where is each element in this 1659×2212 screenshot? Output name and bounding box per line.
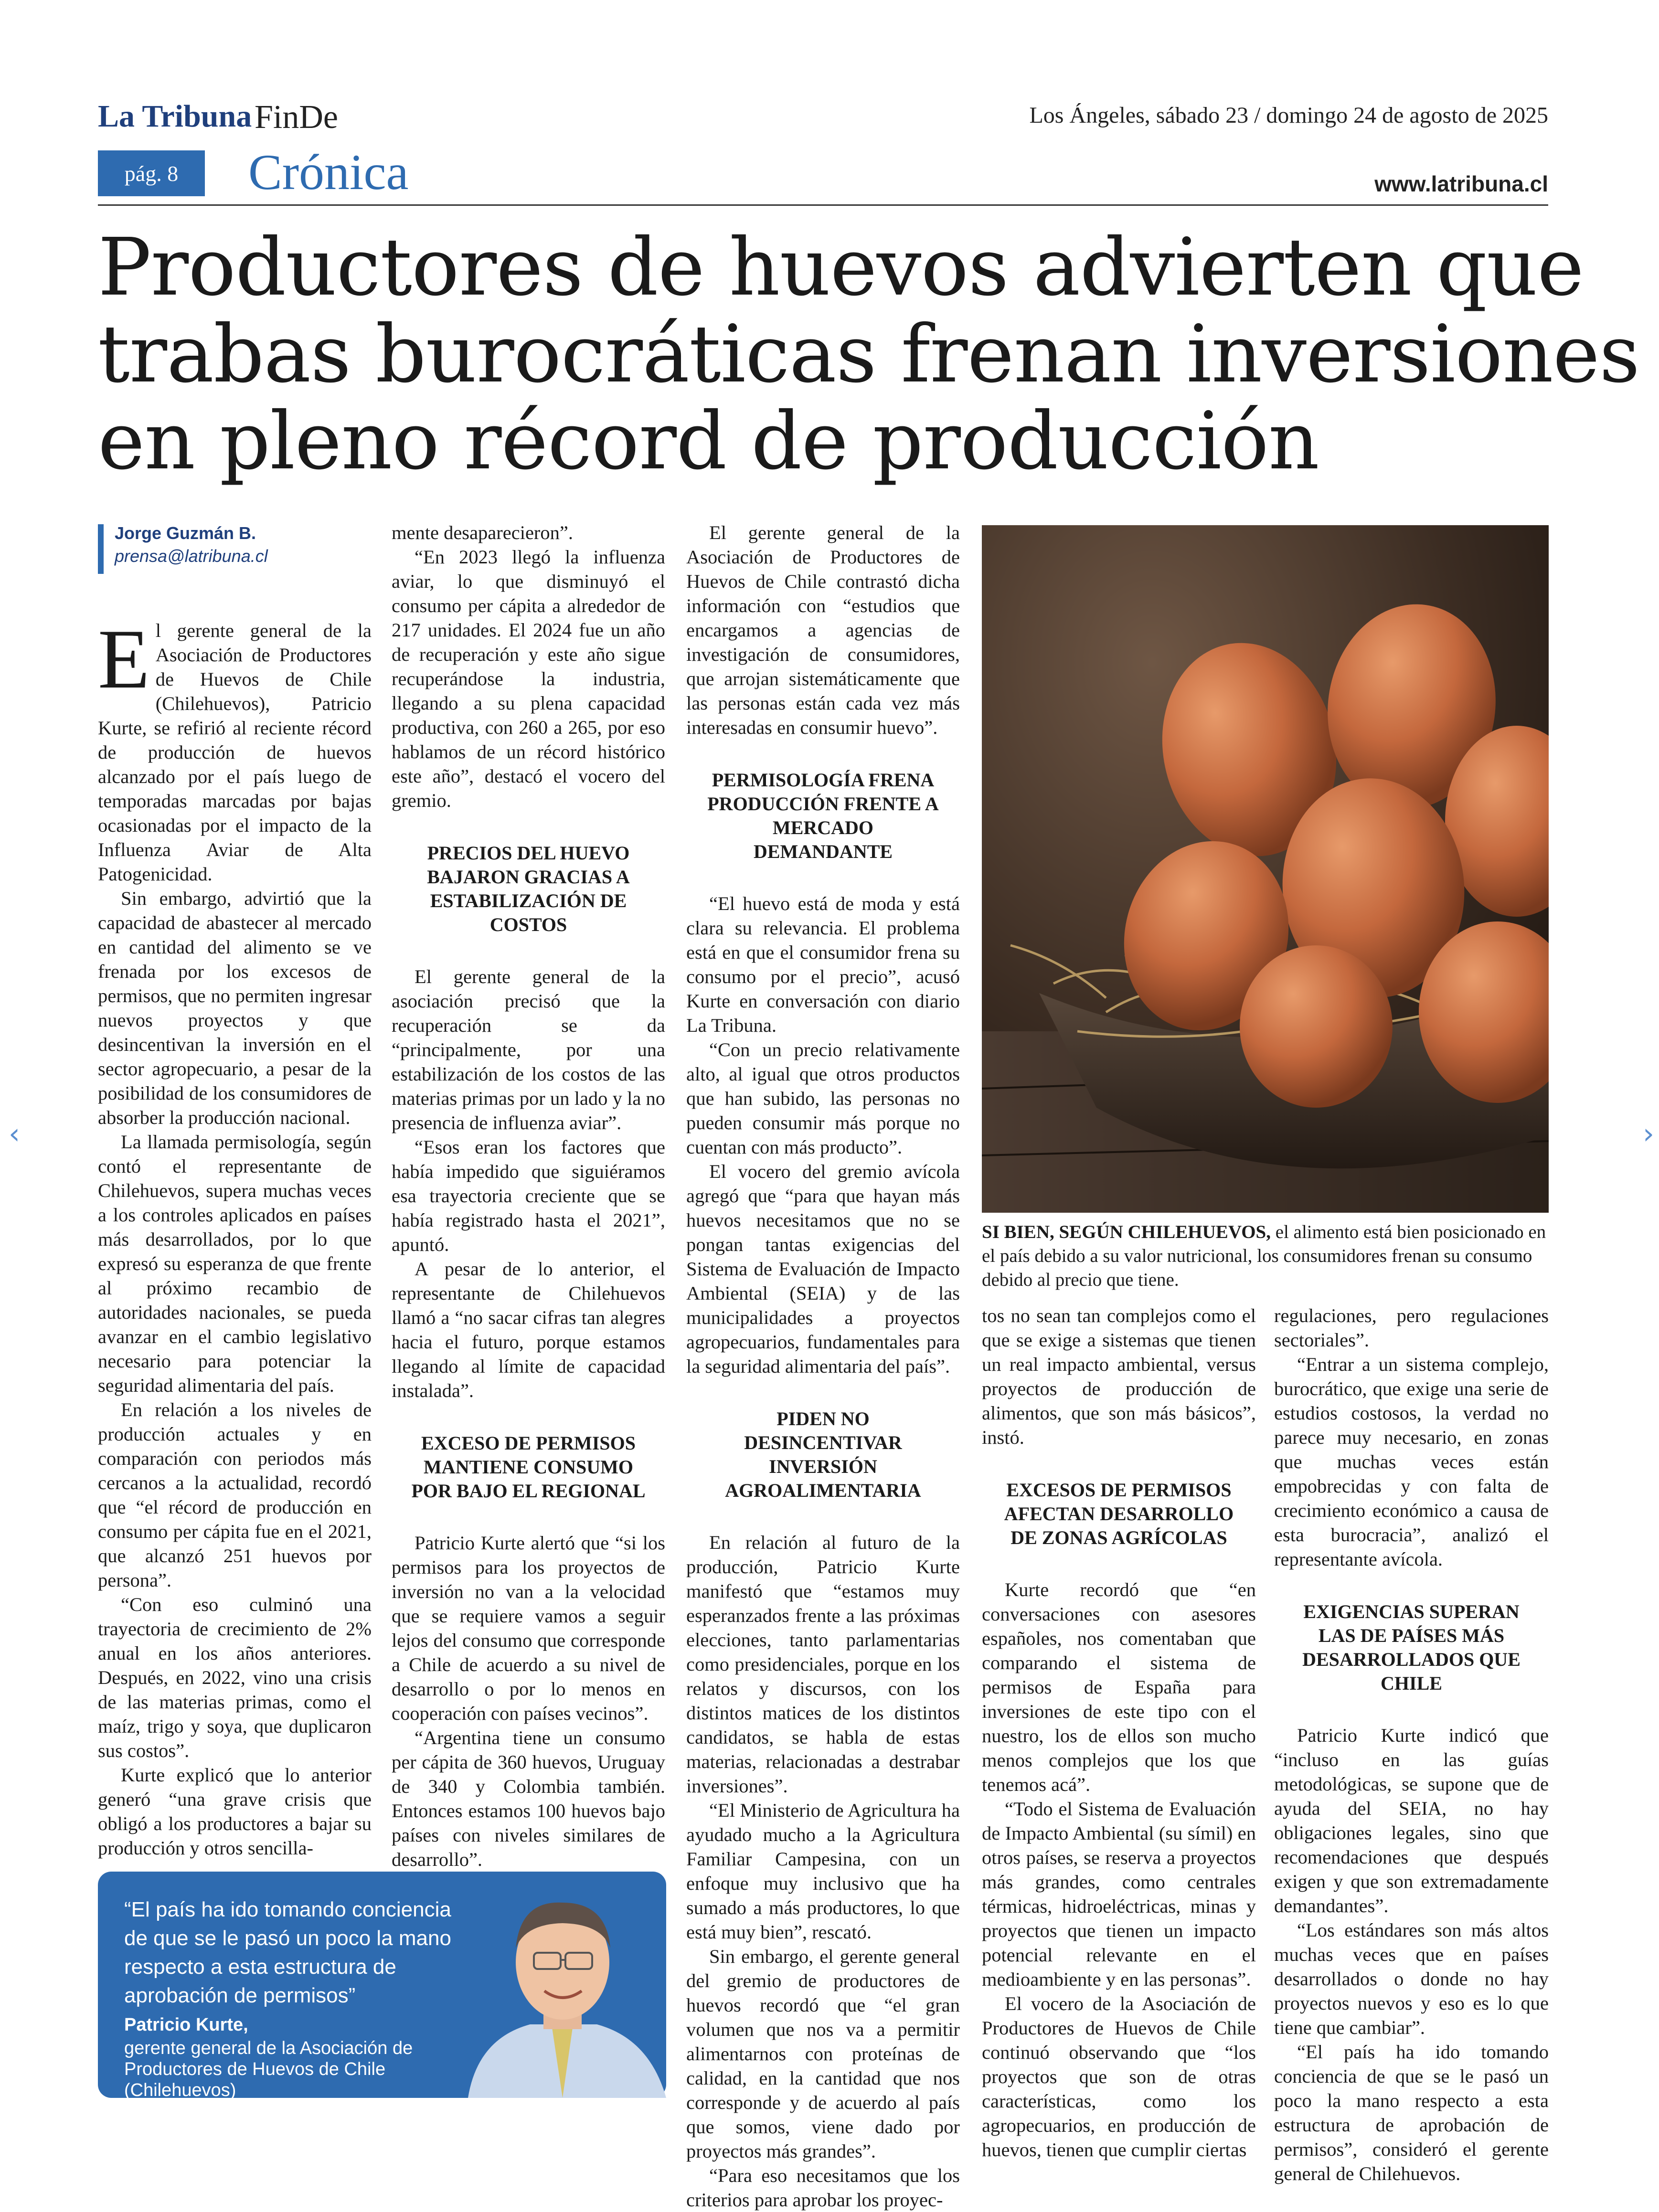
paragraph: “Los estándares son más altos muchas veces que en países desarrollados o donde no hay proyectos nuevos y eso es lo que tiene que cambiar”. [1274,1919,1549,2038]
paragraph: “En 2023 llegó la influenza aviar, lo que disminuyó el consumo per cápita a alrededor de 217 unidades. El 2024 fue un año de recuperación y este año sigue recuperándose la industria, llegando a su plena capacidad productiva, con 260 a 265, por eso hablamos de un récord histórico este año”, destacó el vocero del gremio. [392,546,665,811]
eggs-in-bowl-photo [982,525,1549,1213]
prev-page-chevron-icon[interactable]: ‹ [9,1117,20,1151]
paragraph: “Con eso culminó una trayectoria de crecimiento de 2% anual en los años anteriores. Después, en 2022, vino una crisis de las materias primas, como el maíz, trigo y soya, que duplicaron sus costos”. [98,1594,372,1761]
subheading: PRECIOS DEL HUEVO BAJARON GRACIAS A ESTABILIZACIÓN DE COSTOS [427,842,630,935]
photo-caption [982,1220,1549,1292]
paragraph: Patricio Kurte alertó que “si los permisos para los proyectos de inversión no van a la velocidad que se requiere vamos a seguir lejos del consumo que corresponde a Chile de acuerdo a su nivel de desarrollo o por lo menos en cooperación con países vecinos”. [392,1532,665,1724]
paragraph: regulaciones, pero regulaciones sectoriales”. [1274,1305,1549,1351]
page-number-badge: pág. 8 [98,150,205,196]
paragraph: “El Ministerio de Agricultura ha ayudado mucho a la Agricultura Familiar Campesina, con un enfoque muy inclusivo que ha sumado a más productores, lo que está muy bien”, rescató. [686,1799,960,1943]
subheading: PERMISOLOGÍA FRENA PRODUCCIÓN FRENTE A MERCADO DEMANDANTE [707,769,939,862]
masthead-date: Los Ángeles, sábado 23 / domingo 24 de agosto de 2025 [1029,103,1548,128]
paragraph: tos no sean tan complejos como el que se exige a sistemas que tienen un real impacto ambiental, versus proyectos de producción de alimentos, que son más básicos”, instó. [982,1305,1256,1448]
headline-line-1: Productores de huevos advierten que [98,222,1584,314]
paragraph: Sin embargo, advirtió que la capacidad de abastecer al mercado en cantidad del alimento se ve frenada por los excesos de permisos, que no permiten ingresar nuevos proyectos y que desincentivan la inversión en el sector agropecuario, a pesar de la posibilidad de los consumidores de absorber la producción nacional. [98,888,372,1128]
portrait-photo [458,1881,666,2098]
paragraph: El gerente general de la Asociación de Productores de Huevos de Chile contrastó dicha información con “estudios que encargamos a agencias de investigación de consumidores, que arrojan sistemáticamente que las personas están cada vez más interesadas en consumir huevo”. [686,522,960,738]
caption-lead: SI BIEN, SEGÚN CHILEHUEVOS, [982,1222,1271,1242]
person-portrait-illustration [458,1881,666,2098]
paragraph: “Con un precio relativamente alto, al igual que otros productos que han subido, las personas no pueden consumir más porque no cuentan con más producto”. [686,1039,960,1158]
article-column-3 [686,520,960,2212]
subheading: PIDEN NO DESINCENTIVAR INVERSIÓN AGROALIMENTARIA [725,1408,921,1501]
article-column-1 [98,612,372,1860]
byline-email[interactable]: prensa@latribuna.cl [115,546,268,566]
masthead-brand: La Tribuna [98,99,252,134]
pull-quote-role: gerente general de la Asociación de Productores de Huevos de Chile (Chilehuevos) [124,2038,413,2100]
masthead-divider [98,204,1548,206]
paragraph: El vocero de la Asociación de Productores de Huevos de Chile continuó observando que “los proyectos que son de otras características, como los agropecuarios, en producción de huevos, tienen que cumplir ciertas [982,1993,1256,2160]
paragraph: En relación al futuro de la producción, Patricio Kurte manifestó que “estamos muy esperanzados frente a las próximas elecciones, tanto parlamentarias como presidenciales, porque en los relatos y discursos, con los distintos matices de los distintos candidatos, se habla de estas materias, relacionadas a destrabar inversiones”. [686,1532,960,1797]
website-link[interactable]: www.latribuna.cl [1374,171,1548,196]
caption-text: el alimento está bien posicionado en el país debido a su valor nutricional, los consumidores frenan su consumo debido al precio que tiene. [982,1222,1546,1290]
paragraph: El gerente general de la asociación precisó que la recuperación se da “principalmente, por una estabilización de los costos de las materias primas por un lado y la no presencia de influenza aviar”. [392,966,665,1133]
paragraph: “Argentina tiene un consumo per cápita de 360 huevos, Uruguay de 340 y Colombia también. Entonces estamos 100 huevos bajo países con niveles similares de desarrollo”. [392,1727,665,1870]
article-column-5 [1274,1303,1549,2186]
paragraph: Kurte recordó que “en conversaciones con asesores españoles, nos comentaban que comparando el sistema de permisos de España para inversiones de este tipo con el nuestro, los de ellos son mucho menos complejos que los que tenemos acá”. [982,1579,1256,1795]
byline-accent-bar [98,524,104,574]
paragraph: “El país ha ido tomando conciencia de que se le pasó un poco la mano respecto a esta estructura de aprobación de permisos”, consideró el gerente general de Chilehuevos. [1274,2041,1549,2184]
paragraph: “Esos eran los factores que había impedido que siguiéramos esa trayectoria creciente que se había registrado hasta el 2021”, apuntó. [392,1136,665,1255]
drop-cap: E [98,612,150,706]
eggs-illustration [982,525,1549,1213]
paragraph: Kurte explicó que lo anterior generó “una grave crisis que obligó a los productores a bajar su producción y otros sencilla- [98,1764,372,1859]
pull-quote-text: “El país ha ido tomando conciencia de que se le pasó un poco la mano respecto a esta estructura de aprobación de permisos” [124,1898,451,2007]
subheading: EXCESOS DE PERMISOS AFECTAN DESARROLLO DE ZONAS AGRÍCOLAS [1004,1479,1234,1548]
paragraph: La llamada permisología, según contó el representante de Chilehuevos, supera muchas veces a los controles aplicados en países más desarrollados, por lo que expresó su esperanza de que frente al próximo recambio de autoridades nacionales, se pueda avanzar en el cambio legislativo necesario para potenciar la seguridad alimentaria del país. [98,1131,372,1396]
headline-line-3: en pleno récord de producción [98,395,1319,487]
byline-author: Jorge Guzmán B. [115,523,256,543]
paragraph: “Para eso necesitamos que los criterios para aprobar los proyec- [686,2165,960,2211]
paragraph: A pesar de lo anterior, el representante de Chilehuevos llamó a “no sacar cifras tan alegres hacia el futuro, porque estamos llegando al límite de capacidad instalada”. [392,1258,665,1401]
paragraph: El vocero del gremio avícola agregó que “para que hayan más huevos necesitamos que no se pongan tantas exigencias del Sistema de Evaluación de Impacto Ambiental (SEIA) y de las municipalidades a proyectos agropecuarios, fundamentales para la seguridad alimentaria del país”. [686,1161,960,1377]
section-title: Crónica [248,144,409,200]
paragraph: El gerente general de la Asociación de Productores de Huevos de Chile (Chilehuevos), Patricio Kurte, se refirió al reciente récord de producción de huevos alcanzado por el país luego de temporadas marcadas por bajas ocasionadas por el impacto de la Influenza Aviar de Alta Patogenicidad. [98,612,372,885]
paragraph: “Todo el Sistema de Evaluación de Impacto Ambiental (su símil) en otros países, se reserva a proyectos más grandes, como centrales térmicas, hidroeléctricas, minas y proyectos que tienen un impacto potencial relevante en el medioambiente y en las personas”. [982,1798,1256,1990]
article-headline [98,222,1640,487]
next-page-chevron-icon[interactable]: › [1643,1117,1654,1151]
subheading: EXIGENCIAS SUPERAN LAS DE PAÍSES MÁS DESARROLLADOS QUE CHILE [1302,1601,1521,1694]
paragraph: “El huevo está de moda y está clara su relevancia. El problema está en que el consumidor frena su consumo por el precio”, acusó Kurte en conversación con diario La Tribuna. [686,893,960,1036]
article-column-4 [982,1303,1256,2162]
paragraph: En relación a los niveles de producción actuales y en comparación con periodos más cercanos a la actualidad, recordó que “el récord de producción en consumo per cápita fue en el 2021, que alcanzó 251 huevos por persona”. [98,1399,372,1591]
pull-quote-name: Patricio Kurte, [124,2015,248,2035]
paragraph: “Entrar a un sistema complejo, burocrático, que exige una serie de estudios costosos, la verdad no parece muy necesario, en zonas que muchas veces están empobrecidas y con falta de crecimiento económico a causa de esta burocracia”, analizó el representante avícola. [1274,1354,1549,1570]
masthead-edition: FinDe [255,99,338,136]
subheading: EXCESO DE PERMISOS MANTIENE CONSUMO POR BAJO EL REGIONAL [411,1432,646,1502]
paragraph: Sin embargo, el gerente general del gremio de productores de huevos recordó que “el gran volumen que nos va a permitir alimentarnos con proteínas de calidad, en la cantidad que nos corresponde y de acuerdo al país que somos, viene dado por proyectos más grandes”. [686,1946,960,2162]
article-column-2 [392,520,665,1872]
paragraph: mente desaparecieron”. [392,522,574,543]
headline-line-2: trabas burocráticas frenan inversiones [98,308,1640,401]
paragraph: Patricio Kurte indicó que “incluso en las guías metodológicas, se supone que de ayuda del SEIA, no hay obligaciones legales, sino que recomendaciones que después exigen y que son extremadamente demandantes”. [1274,1725,1549,1916]
